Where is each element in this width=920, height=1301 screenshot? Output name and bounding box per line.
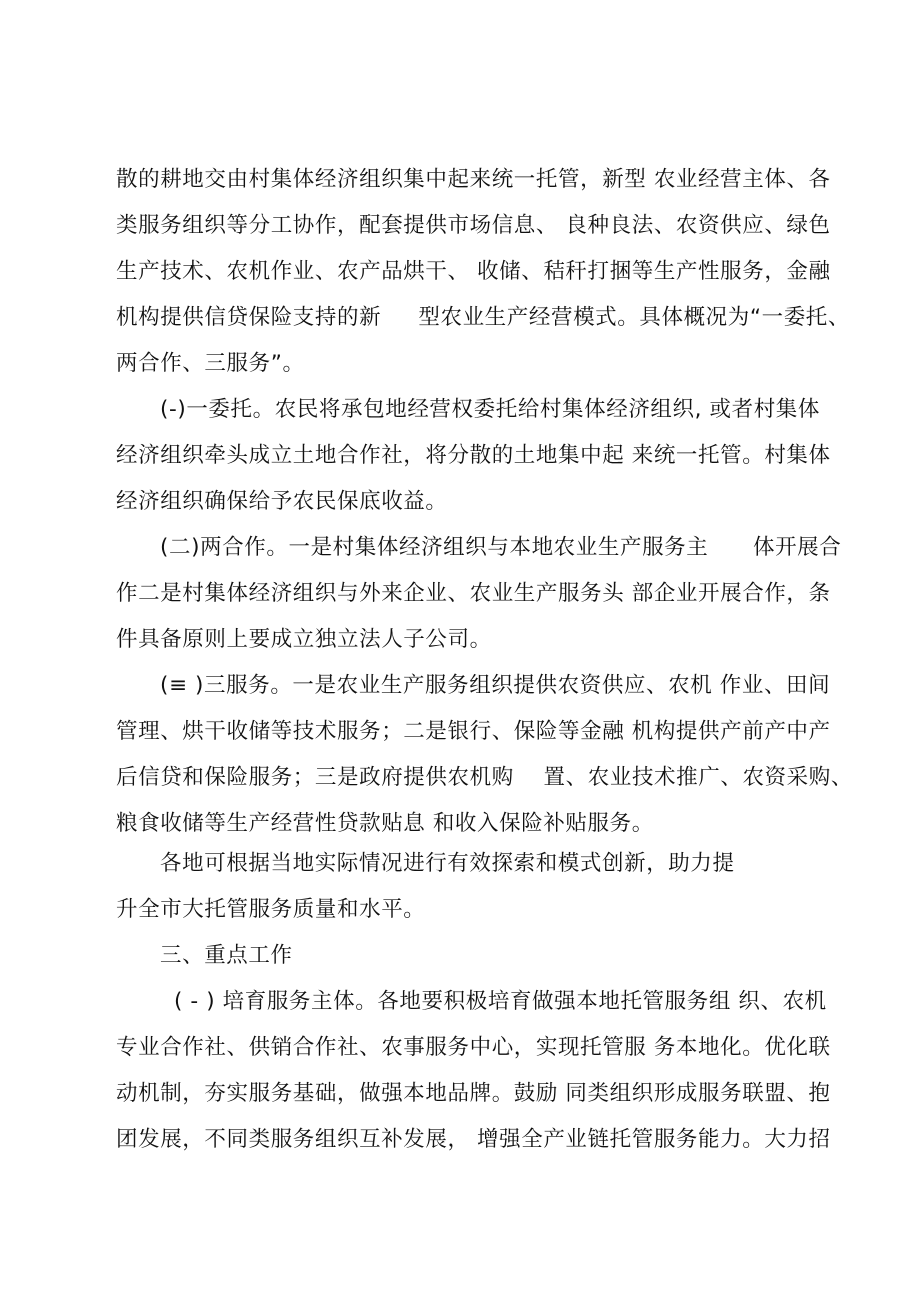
key-work-heading: 三、重点工作 — [160, 943, 293, 968]
key-work-item-one-line-1: ( - ) 培育服务主体。各地要积极培育做强本地托管服务组 织、农机 — [174, 989, 827, 1014]
paragraph-line-5: 两合作、三服务”。 — [116, 351, 305, 376]
paragraph-line-2: 类服务组织等分工协作，配套提供市场信息、 良种良法、农资供应、绿色 — [116, 213, 831, 238]
key-work-item-one-line-3: 动机制，夯实服务基础，做强本地品牌。鼓励 同类组织形成服务联盟、抱 — [116, 1081, 831, 1106]
paragraph-line-1: 散的耕地交由村集体经济组织集中起来统一托管，新型 农业经营主体、各 — [116, 167, 831, 192]
section-one-entrust-heading-line: (-)一委托。农民将承包地经营权委托给村集体经济组织, 或者村集体 — [160, 397, 821, 422]
key-work-item-one-line-2: 专业合作社、供销合作社、农事服务中心，实现托管服 务本地化。优化联 — [116, 1035, 831, 1060]
paragraph-line-3: 生产技术、农机作业、农产品烘干、 收储、秸秆打捆等生产性服务，金融 — [116, 259, 831, 284]
section-three-line-4: 粮食收储等生产经营性贷款贴息 和收入保险补贴服务。 — [116, 811, 654, 836]
local-exploration-line-2: 升全市大托管服务质量和水平。 — [116, 897, 426, 922]
section-one-line-3: 经济组织确保给予农民保底收益。 — [116, 489, 448, 514]
section-two-line-3: 件具备原则上要成立独立法人子公司。 — [116, 627, 492, 652]
paragraph-line-4: 机构提供信贷保险支持的新 型农业生产经营模式。具体概况为“一委托、 — [116, 305, 851, 330]
local-exploration-line-1: 各地可根据当地实际情况进行有效探索和模式创新，助力提 — [160, 851, 735, 876]
section-three-line-3: 后信贷和保险服务；三是政府提供农机购 置、农业技术推广、农资采购、 — [116, 765, 853, 790]
section-two-cooperation-heading-line: (二)两合作。一是村集体经济组织与本地农业生产服务主 体开展合 — [160, 535, 842, 560]
section-three-line-2: 管理、烘干收储等技术服务；二是银行、保险等金融 机构提供产前产中产 — [116, 719, 831, 744]
section-three-services-heading-line: (≡ )三服务。一是农业生产服务组织提供农资供应、农机 作业、田间 — [160, 673, 831, 698]
key-work-item-one-line-4: 团发展，不同类服务组织互补发展， 增强全产业链托管服务能力。大力招 — [116, 1127, 831, 1152]
section-one-line-2: 经济组织牵头成立土地合作社，将分散的土地集中起 来统一托管。村集体 — [116, 443, 831, 468]
section-two-line-2: 作二是村集体经济组织与外来企业、农业生产服务头 部企业开展合作，条 — [116, 581, 831, 606]
